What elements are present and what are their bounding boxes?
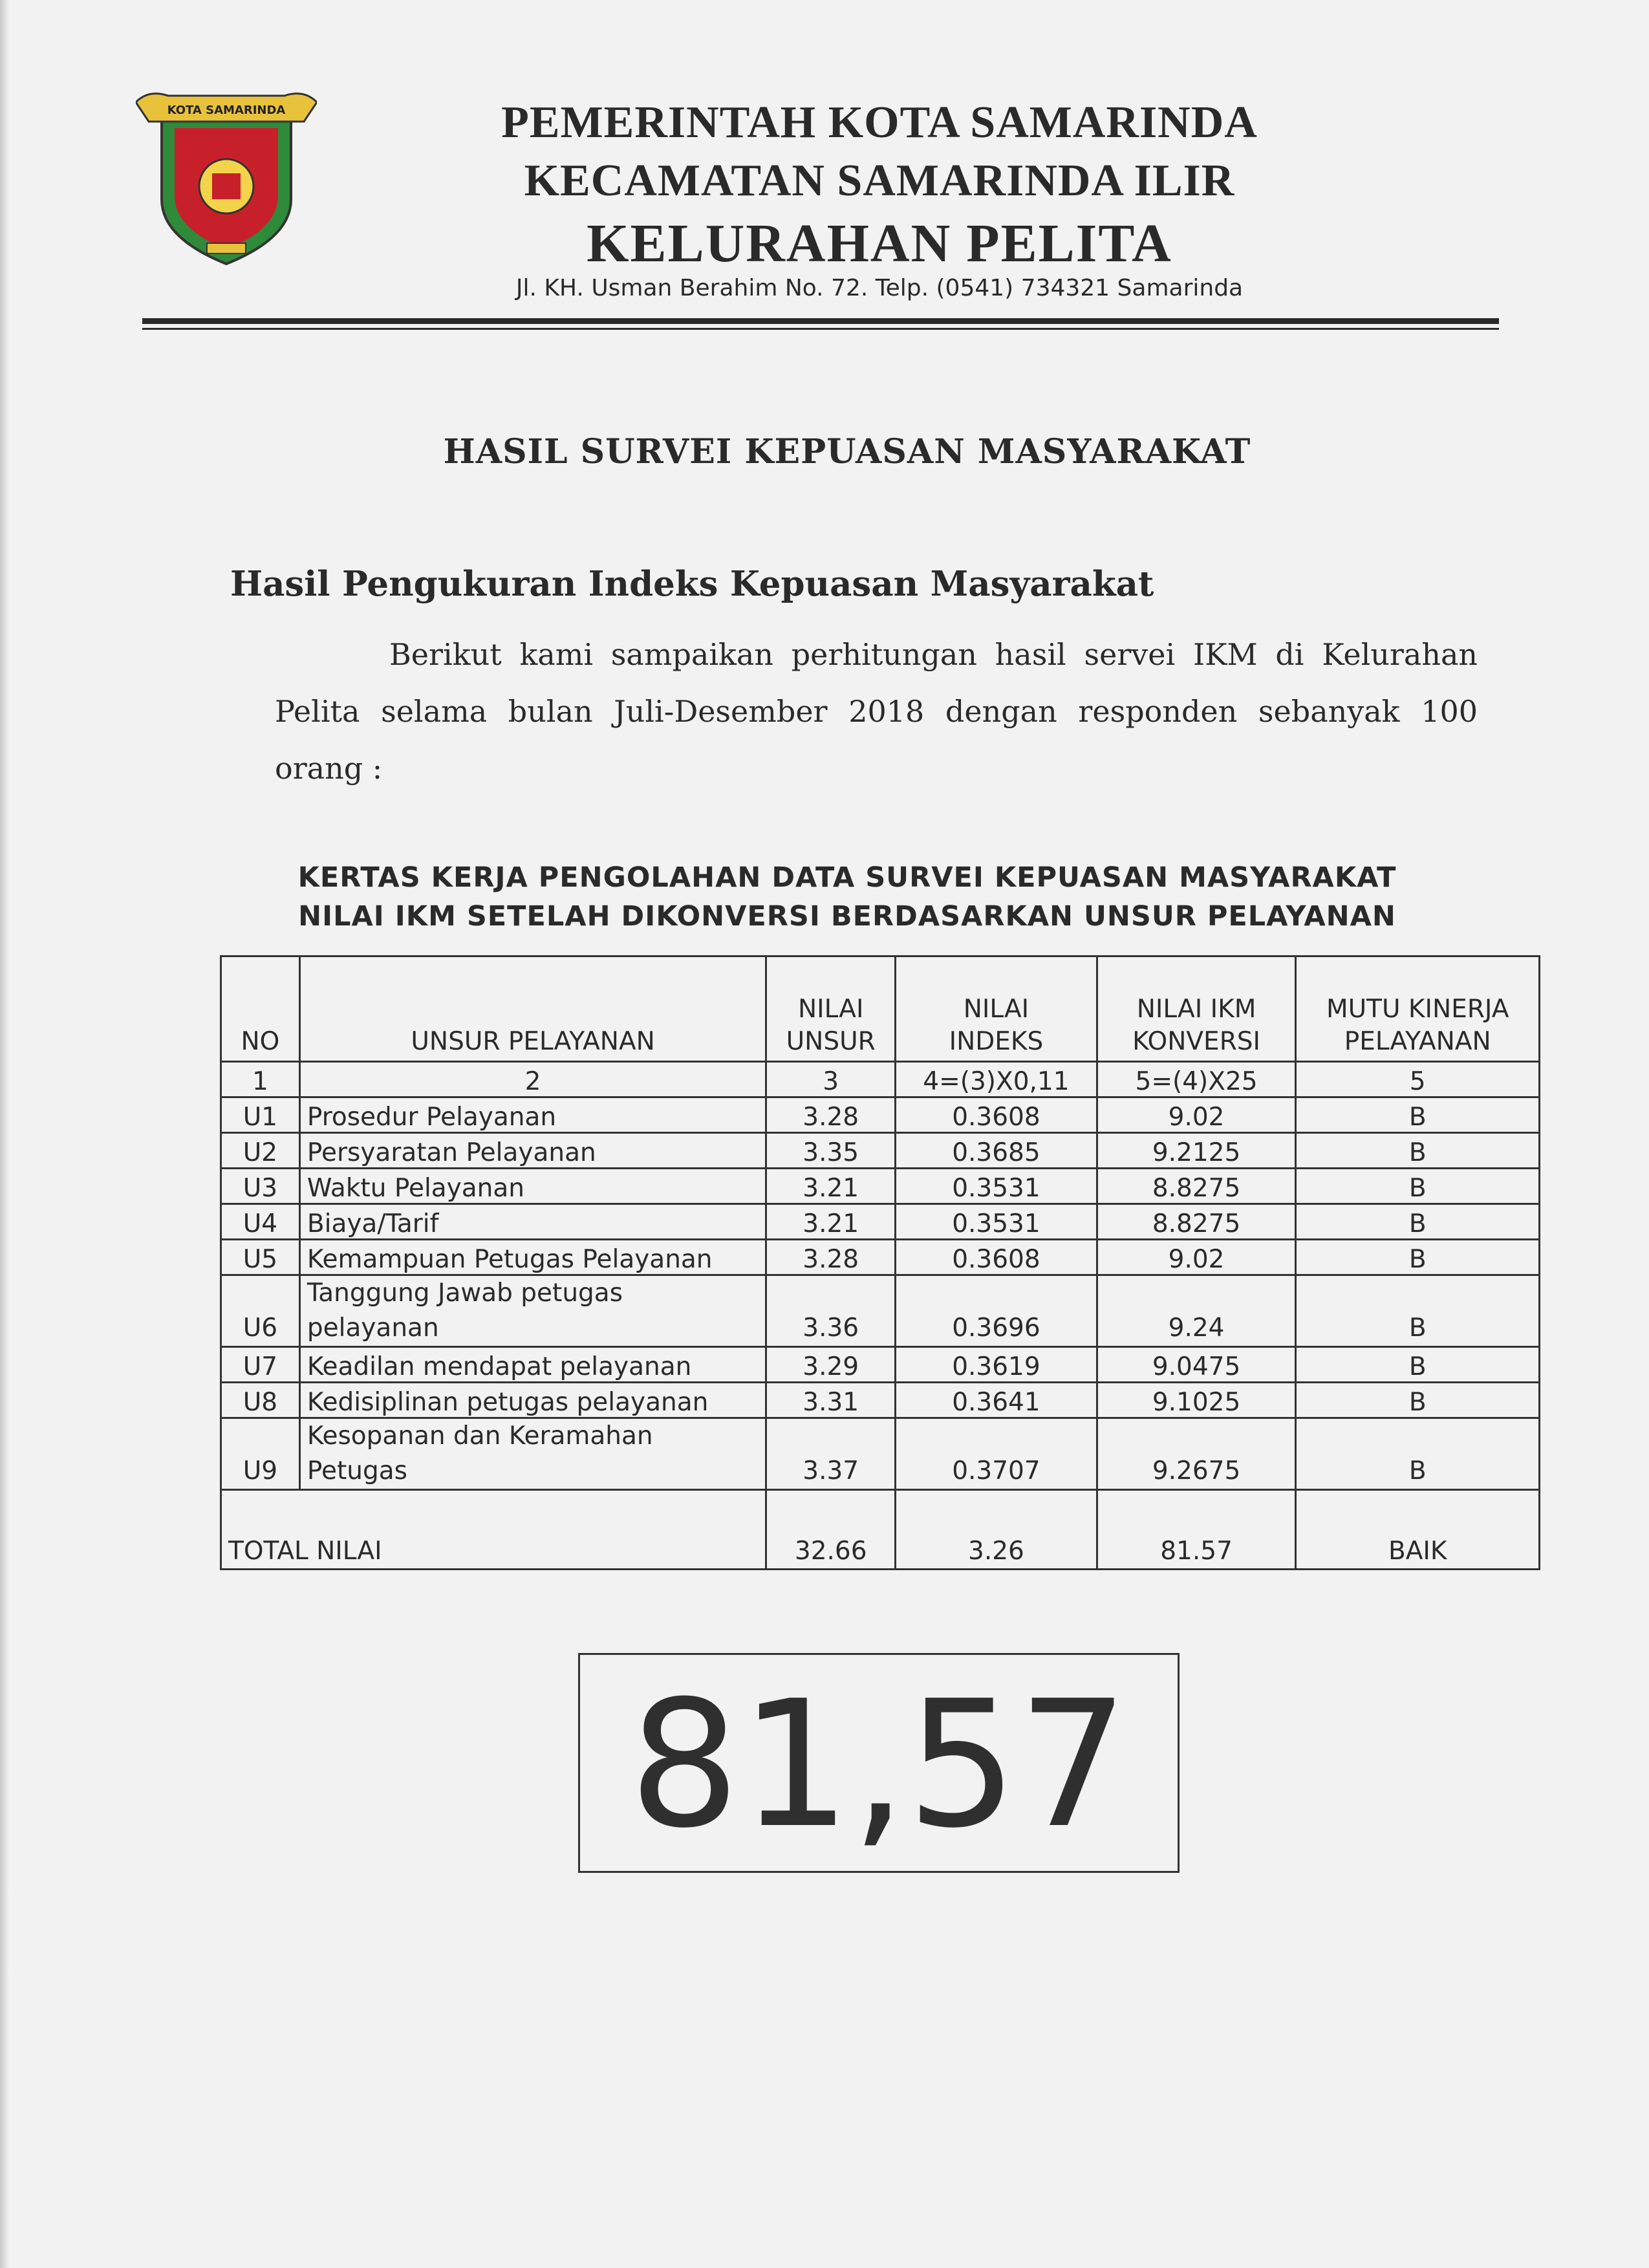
row-unsur: Biaya/Tarif [299, 1204, 766, 1240]
row-unsur: Kedisiplinan petugas pelayanan [299, 1383, 766, 1418]
row-mutu: B [1296, 1347, 1540, 1383]
total-nilai-unsur: 32.66 [766, 1490, 896, 1570]
row-mutu: B [1296, 1097, 1540, 1133]
row-nilai-konversi: 9.1025 [1097, 1383, 1296, 1418]
row-nilai-konversi: 9.2125 [1097, 1133, 1296, 1169]
row-nilai-indeks: 0.3608 [896, 1097, 1097, 1133]
row-nilai-indeks: 0.3608 [896, 1240, 1097, 1275]
column-index: 4=(3)X0,11 [896, 1062, 1097, 1097]
row-unsur: Tanggung Jawab petugas pelayanan [299, 1275, 766, 1347]
final-score-value: 81,57 [629, 1663, 1129, 1866]
letterhead-government: PEMERINTAH KOTA SAMARINDA [501, 98, 1258, 147]
table-row [221, 1204, 1540, 1240]
row-mutu: B [1296, 1169, 1540, 1204]
header-nilai-konversi: NILAI IKM KONVERSI [1097, 956, 1296, 1062]
row-no: U4 [221, 1204, 300, 1240]
row-unsur: Keadilan mendapat pelayanan [299, 1347, 766, 1383]
row-no: U1 [221, 1097, 300, 1133]
row-mutu: B [1296, 1275, 1540, 1347]
column-index: 5=(4)X25 [1097, 1062, 1296, 1097]
row-nilai-konversi: 8.8275 [1097, 1204, 1296, 1240]
total-mutu: BAIK [1296, 1490, 1540, 1570]
row-nilai-indeks: 0.3641 [896, 1383, 1097, 1418]
column-index: 1 [221, 1062, 300, 1097]
table-row [221, 1133, 1540, 1169]
total-nilai-indeks: 3.26 [896, 1490, 1097, 1570]
row-nilai-indeks: 0.3685 [896, 1133, 1097, 1169]
row-nilai-unsur: 3.36 [766, 1275, 896, 1347]
row-nilai-unsur: 3.37 [766, 1418, 896, 1490]
row-unsur: Persyaratan Pelayanan [299, 1133, 766, 1169]
column-index: 5 [1296, 1062, 1540, 1097]
row-nilai-unsur: 3.31 [766, 1383, 896, 1418]
row-mutu: B [1296, 1240, 1540, 1275]
row-unsur: Prosedur Pelayanan [299, 1097, 766, 1133]
header-nilai-indeks: NILAI INDEKS [896, 956, 1097, 1062]
table-title-line1: KERTAS KERJA PENGOLAHAN DATA SURVEI KEPUASAN MASYARAKAT [297, 861, 1397, 894]
row-nilai-konversi: 9.2675 [1097, 1418, 1296, 1490]
section-title: Hasil Pengukuran Indeks Kepuasan Masyarakat [230, 564, 1154, 604]
header-nilai-unsur: NILAI UNSUR [766, 956, 896, 1062]
row-nilai-unsur: 3.29 [766, 1347, 896, 1383]
letterhead-district: KECAMATAN SAMARINDA ILIR [524, 156, 1235, 206]
row-mutu: B [1296, 1204, 1540, 1240]
table-row [221, 1383, 1540, 1418]
row-unsur: Waktu Pelayanan [299, 1169, 766, 1204]
document-title: HASIL SURVEI KEPUASAN MASYARAKAT [443, 432, 1251, 471]
row-nilai-konversi: 9.24 [1097, 1275, 1296, 1347]
row-nilai-unsur: 3.28 [766, 1097, 896, 1133]
row-nilai-unsur: 3.28 [766, 1240, 896, 1275]
table-row [221, 1169, 1540, 1204]
row-no: U2 [221, 1133, 300, 1169]
svg-text:KOTA SAMARINDA: KOTA SAMARINDA [167, 103, 286, 117]
column-index: 3 [766, 1062, 896, 1097]
row-nilai-unsur: 3.35 [766, 1133, 896, 1169]
total-nilai-konversi: 81.57 [1097, 1490, 1296, 1570]
header-unsur: UNSUR PELAYANAN [299, 956, 766, 1062]
letterhead-village: KELURAHAN PELITA [587, 213, 1172, 274]
city-emblem-icon [136, 76, 317, 270]
letterhead-rule-thick [142, 318, 1499, 324]
row-no: U7 [221, 1347, 300, 1383]
row-unsur: Kemampuan Petugas Pelayanan [299, 1240, 766, 1275]
row-no: U9 [221, 1418, 300, 1490]
row-nilai-konversi: 9.0475 [1097, 1347, 1296, 1383]
header-mutu: MUTU KINERJA PELAYANAN [1296, 956, 1540, 1062]
row-nilai-unsur: 3.21 [766, 1204, 896, 1240]
table-row [221, 1275, 1540, 1347]
table-title-line2: NILAI IKM SETELAH DIKONVERSI BERDASARKAN UNSUR PELAYANAN [298, 900, 1396, 933]
row-nilai-indeks: 0.3707 [896, 1418, 1097, 1490]
row-no: U5 [221, 1240, 300, 1275]
row-nilai-konversi: 9.02 [1097, 1097, 1296, 1133]
table-header-row [221, 956, 1540, 1062]
row-mutu: B [1296, 1418, 1540, 1490]
row-nilai-konversi: 9.02 [1097, 1240, 1296, 1275]
row-nilai-indeks: 0.3696 [896, 1275, 1097, 1347]
table-row [221, 1418, 1540, 1490]
letterhead-address: Jl. KH. Usman Berahim No. 72. Telp. (0541) 734321 Samarinda [515, 275, 1244, 301]
row-no: U8 [221, 1383, 300, 1418]
row-mutu: B [1296, 1383, 1540, 1418]
intro-paragraph: Berikut kami sampaikan perhitungan hasil servei IKM di Kelurahan Pelita selama bulan Juli-Desember 2018 dengan responden sebanyak 100 orang : [275, 637, 1478, 786]
header-no: NO [221, 956, 300, 1062]
row-mutu: B [1296, 1133, 1540, 1169]
row-nilai-indeks: 0.3619 [896, 1347, 1097, 1383]
row-nilai-indeks: 0.3531 [896, 1169, 1097, 1204]
row-nilai-unsur: 3.21 [766, 1169, 896, 1204]
table-row [221, 1240, 1540, 1275]
row-no: U3 [221, 1169, 300, 1204]
column-index-row [221, 1062, 1540, 1097]
row-unsur: Kesopanan dan Keramahan Petugas [299, 1418, 766, 1490]
table-row [221, 1347, 1540, 1383]
row-nilai-konversi: 8.8275 [1097, 1169, 1296, 1204]
table-row [221, 1097, 1540, 1133]
letterhead-rule-thin [142, 328, 1499, 330]
ikm-table [220, 955, 1540, 1570]
scan-edge-shadow [0, 0, 9, 2268]
row-no: U6 [221, 1275, 300, 1347]
table-total-row [221, 1490, 1540, 1570]
row-nilai-indeks: 0.3531 [896, 1204, 1097, 1240]
column-index: 2 [299, 1062, 766, 1097]
final-score-box [578, 1653, 1180, 1873]
total-label: TOTAL NILAI [221, 1490, 766, 1570]
